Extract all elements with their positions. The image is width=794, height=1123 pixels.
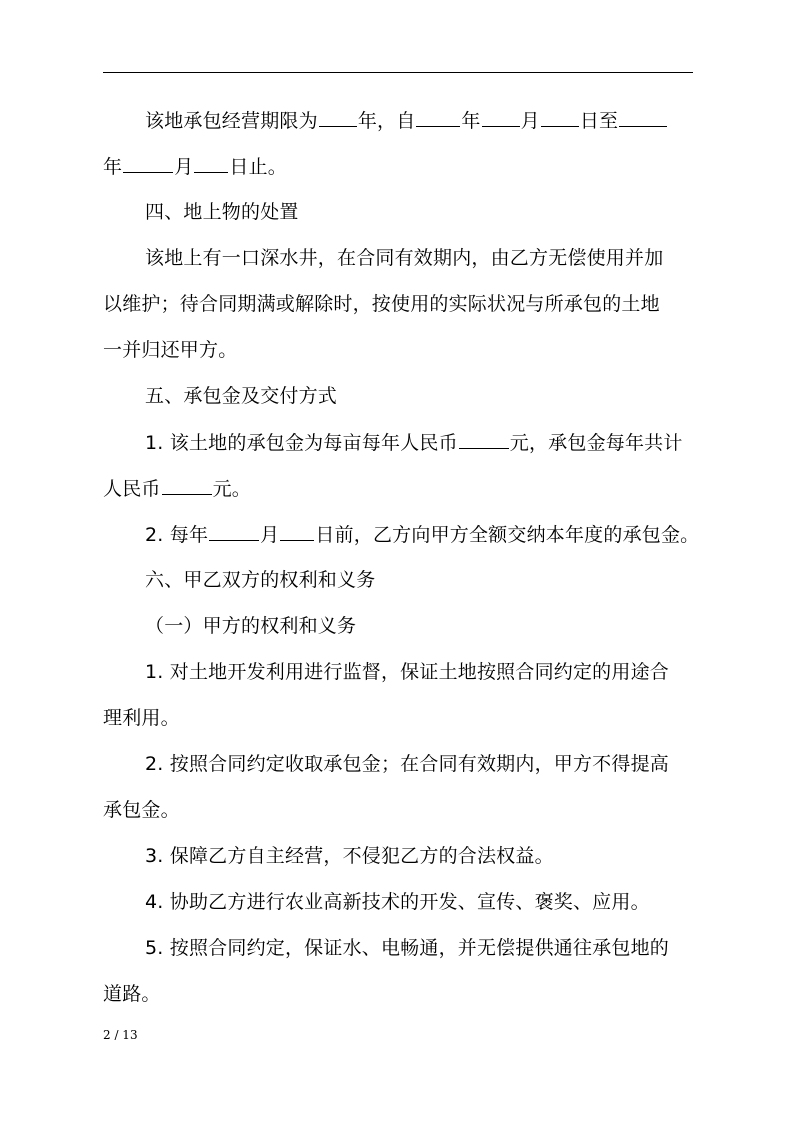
start-day-blank	[541, 106, 579, 127]
list-item-continuation: 道路。	[103, 983, 161, 1005]
years-blank	[319, 106, 357, 127]
fee-line-3	[145, 520, 699, 549]
fee-line-2	[103, 474, 251, 503]
fee-text: 日前，乙方向甲方全额交纳本年度的承包金。	[315, 524, 700, 546]
term-line-1	[145, 106, 668, 135]
page-number: 2 / 13	[103, 1028, 138, 1042]
term-line-2	[103, 152, 287, 181]
pay-day-blank	[280, 520, 314, 541]
start-year-blank	[416, 106, 460, 127]
end-day-blank	[194, 152, 228, 173]
fee-text: 1. 该土地的承包金为每亩每年人民币	[145, 432, 458, 454]
term-text: 日止。	[229, 156, 288, 178]
fee-text: 元。	[212, 478, 252, 500]
term-text: 月	[520, 110, 540, 132]
term-text: 年，自	[357, 110, 416, 132]
term-text: 年	[103, 156, 123, 178]
list-item: 5. 按照合同约定，保证水、电畅通，并无偿提供通往承包地的	[145, 937, 669, 959]
pay-month-blank	[209, 520, 259, 541]
section-heading: 五、承包金及交付方式	[145, 385, 338, 407]
term-text: 该地承包经营期限为	[145, 110, 318, 132]
subsection-heading: （一）甲方的权利和义务	[145, 615, 357, 637]
fee-text: 元，承包金每年共计	[509, 432, 683, 454]
list-item: 2. 按照合同约定收取承包金；在合同有效期内，甲方不得提高	[145, 753, 669, 775]
end-month-blank	[123, 152, 173, 173]
end-year-blank	[619, 106, 667, 127]
list-item: 1. 对土地开发利用进行监督，保证土地按照合同约定的用途合	[145, 661, 669, 683]
list-item-continuation: 理利用。	[103, 707, 180, 729]
paragraph-line: 一并归还甲方。	[103, 339, 238, 361]
term-text: 日至	[579, 110, 619, 132]
fee-text: 人民币	[103, 478, 161, 500]
fee-text: 月	[260, 524, 280, 546]
start-month-blank	[482, 106, 520, 127]
section-heading: 四、地上物的处置	[145, 201, 299, 223]
paragraph-line: 以维护；待合同期满或解除时，按使用的实际状况与所承包的土地	[103, 293, 660, 315]
term-text: 月	[174, 156, 194, 178]
list-item: 3. 保障乙方自主经营，不侵犯乙方的合法权益。	[145, 845, 554, 867]
fee-line-1	[145, 428, 683, 457]
paragraph-line: 该地上有一口深水井，在合同有效期内，由乙方无偿使用并加	[145, 247, 664, 269]
section-heading: 六、甲乙双方的权利和义务	[145, 569, 376, 591]
list-item-continuation: 承包金。	[103, 799, 180, 821]
header-rule	[103, 72, 693, 73]
fee-total-blank	[162, 474, 212, 495]
fee-per-mu-blank	[459, 428, 509, 449]
fee-text: 2. 每年	[145, 524, 209, 546]
term-text: 年	[461, 110, 481, 132]
list-item: 4. 协助乙方进行农业高新技术的开发、宣传、褒奖、应用。	[145, 891, 650, 913]
